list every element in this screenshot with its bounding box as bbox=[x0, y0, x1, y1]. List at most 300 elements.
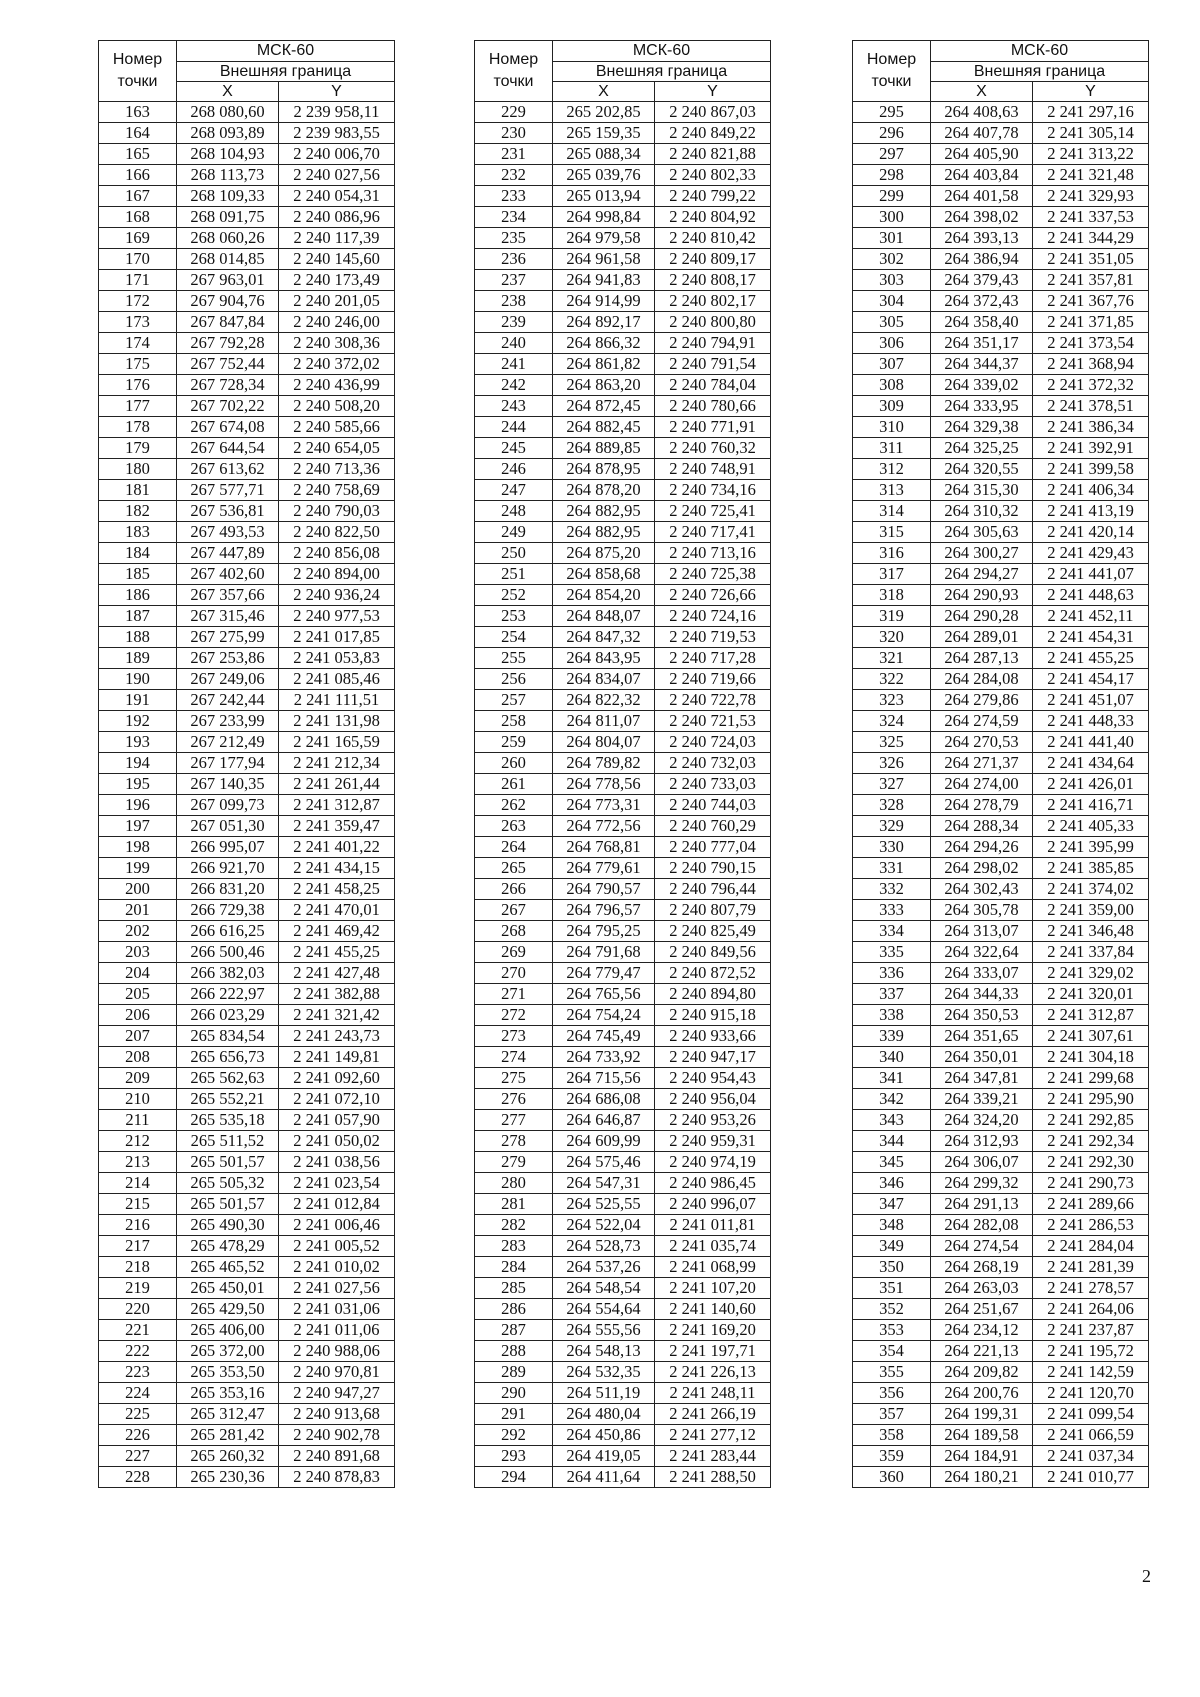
x-coordinate-cell: 264 407,78 bbox=[931, 123, 1033, 144]
point-number-cell: 252 bbox=[475, 585, 553, 606]
y-coordinate-cell: 2 241 085,46 bbox=[279, 669, 395, 690]
table-row bbox=[853, 837, 1149, 858]
y-coordinate-cell: 2 241 372,32 bbox=[1033, 375, 1149, 396]
point-number-cell: 295 bbox=[853, 102, 931, 123]
table-row bbox=[475, 1152, 771, 1173]
x-coordinate-cell: 264 848,07 bbox=[553, 606, 655, 627]
table-row bbox=[853, 417, 1149, 438]
table-row bbox=[99, 774, 395, 795]
table-row bbox=[853, 1467, 1149, 1488]
point-number-cell: 167 bbox=[99, 186, 177, 207]
table-row bbox=[853, 186, 1149, 207]
x-coordinate-cell: 265 429,50 bbox=[177, 1299, 279, 1320]
point-number-cell: 341 bbox=[853, 1068, 931, 1089]
x-coordinate-cell: 264 804,07 bbox=[553, 732, 655, 753]
x-coordinate-cell: 264 189,58 bbox=[931, 1425, 1033, 1446]
point-number-cell: 186 bbox=[99, 585, 177, 606]
table-row bbox=[99, 417, 395, 438]
point-number-cell: 172 bbox=[99, 291, 177, 312]
point-number-cell: 329 bbox=[853, 816, 931, 837]
x-coordinate-cell: 264 268,19 bbox=[931, 1257, 1033, 1278]
table-row bbox=[475, 963, 771, 984]
table-row bbox=[853, 1047, 1149, 1068]
point-number-cell: 273 bbox=[475, 1026, 553, 1047]
point-number-cell: 269 bbox=[475, 942, 553, 963]
table-row bbox=[853, 690, 1149, 711]
y-coordinate-cell: 2 240 790,15 bbox=[655, 858, 771, 879]
point-number-cell: 256 bbox=[475, 669, 553, 690]
table-row bbox=[475, 1026, 771, 1047]
point-number-cell: 205 bbox=[99, 984, 177, 1005]
table-body-3 bbox=[853, 102, 1149, 1488]
point-number-header bbox=[853, 41, 931, 102]
point-number-cell: 243 bbox=[475, 396, 553, 417]
y-coordinate-cell: 2 241 169,20 bbox=[655, 1320, 771, 1341]
point-number-cell: 197 bbox=[99, 816, 177, 837]
y-coordinate-cell: 2 240 986,45 bbox=[655, 1173, 771, 1194]
x-coordinate-cell: 266 921,70 bbox=[177, 858, 279, 879]
point-number-cell: 342 bbox=[853, 1089, 931, 1110]
point-number-cell: 261 bbox=[475, 774, 553, 795]
point-number-cell: 248 bbox=[475, 501, 553, 522]
x-coordinate-cell: 267 847,84 bbox=[177, 312, 279, 333]
y-coordinate-cell: 2 240 822,50 bbox=[279, 522, 395, 543]
point-number-cell: 198 bbox=[99, 837, 177, 858]
point-number-cell: 322 bbox=[853, 669, 931, 690]
x-coordinate-cell: 264 419,05 bbox=[553, 1446, 655, 1467]
table-row bbox=[99, 1005, 395, 1026]
x-coordinate-cell: 264 299,32 bbox=[931, 1173, 1033, 1194]
y-coordinate-cell: 2 240 760,29 bbox=[655, 816, 771, 837]
table-row bbox=[99, 858, 395, 879]
x-coordinate-cell: 264 305,78 bbox=[931, 900, 1033, 921]
y-coordinate-cell: 2 241 017,85 bbox=[279, 627, 395, 648]
table-row bbox=[475, 900, 771, 921]
x-coordinate-cell: 267 177,94 bbox=[177, 753, 279, 774]
point-number-cell: 343 bbox=[853, 1110, 931, 1131]
x-coordinate-cell: 264 854,20 bbox=[553, 585, 655, 606]
point-number-cell: 226 bbox=[99, 1425, 177, 1446]
point-number-header-line1: Номер bbox=[488, 51, 539, 68]
point-number-cell: 347 bbox=[853, 1194, 931, 1215]
point-number-cell: 318 bbox=[853, 585, 931, 606]
y-coordinate-cell: 2 241 299,68 bbox=[1033, 1068, 1149, 1089]
point-number-cell: 188 bbox=[99, 627, 177, 648]
table-row bbox=[475, 1236, 771, 1257]
x-coordinate-cell: 264 872,45 bbox=[553, 396, 655, 417]
y-coordinate-cell: 2 241 329,93 bbox=[1033, 186, 1149, 207]
page-number: 2 bbox=[1142, 1566, 1151, 1586]
x-coordinate-cell: 265 450,01 bbox=[177, 1278, 279, 1299]
table-row bbox=[99, 942, 395, 963]
y-coordinate-cell: 2 241 382,88 bbox=[279, 984, 395, 1005]
point-number-cell: 173 bbox=[99, 312, 177, 333]
x-coordinate-cell: 264 789,82 bbox=[553, 753, 655, 774]
table-row bbox=[99, 522, 395, 543]
x-coordinate-cell: 265 353,16 bbox=[177, 1383, 279, 1404]
x-coordinate-cell: 264 278,79 bbox=[931, 795, 1033, 816]
table-row bbox=[99, 480, 395, 501]
y-coordinate-cell: 2 240 372,02 bbox=[279, 354, 395, 375]
point-number-cell: 164 bbox=[99, 123, 177, 144]
table-row bbox=[99, 1278, 395, 1299]
point-number-cell: 171 bbox=[99, 270, 177, 291]
point-number-cell: 228 bbox=[99, 1467, 177, 1488]
point-number-cell: 185 bbox=[99, 564, 177, 585]
y-coordinate-cell: 2 241 038,56 bbox=[279, 1152, 395, 1173]
x-coordinate-cell: 268 060,26 bbox=[177, 228, 279, 249]
y-coordinate-cell: 2 241 359,47 bbox=[279, 816, 395, 837]
y-coordinate-cell: 2 241 441,07 bbox=[1033, 564, 1149, 585]
y-coordinate-cell: 2 240 825,49 bbox=[655, 921, 771, 942]
coordinate-system-header: МСК-60 bbox=[931, 41, 1149, 62]
y-coordinate-cell: 2 240 794,91 bbox=[655, 333, 771, 354]
y-coordinate-cell: 2 241 027,56 bbox=[279, 1278, 395, 1299]
point-number-cell: 282 bbox=[475, 1215, 553, 1236]
point-number-cell: 294 bbox=[475, 1467, 553, 1488]
x-coordinate-cell: 264 274,54 bbox=[931, 1236, 1033, 1257]
table-row bbox=[99, 1236, 395, 1257]
point-number-cell: 200 bbox=[99, 879, 177, 900]
point-number-cell: 310 bbox=[853, 417, 931, 438]
point-number-cell: 357 bbox=[853, 1404, 931, 1425]
x-coordinate-cell: 267 536,81 bbox=[177, 501, 279, 522]
point-number-cell: 276 bbox=[475, 1089, 553, 1110]
point-number-cell: 174 bbox=[99, 333, 177, 354]
y-coordinate-cell: 2 241 289,66 bbox=[1033, 1194, 1149, 1215]
x-coordinate-cell: 267 904,76 bbox=[177, 291, 279, 312]
table-row bbox=[99, 249, 395, 270]
x-coordinate-cell: 264 875,20 bbox=[553, 543, 655, 564]
x-coordinate-cell: 267 963,01 bbox=[177, 270, 279, 291]
table-row bbox=[99, 1089, 395, 1110]
y-coordinate-cell: 2 240 996,07 bbox=[655, 1194, 771, 1215]
x-coordinate-cell: 267 702,22 bbox=[177, 396, 279, 417]
y-coordinate-cell: 2 240 802,33 bbox=[655, 165, 771, 186]
point-number-cell: 289 bbox=[475, 1362, 553, 1383]
point-number-cell: 234 bbox=[475, 207, 553, 228]
point-number-cell: 274 bbox=[475, 1047, 553, 1068]
point-number-cell: 211 bbox=[99, 1110, 177, 1131]
table-row bbox=[475, 627, 771, 648]
point-number-cell: 333 bbox=[853, 900, 931, 921]
table-row bbox=[99, 144, 395, 165]
point-number-cell: 344 bbox=[853, 1131, 931, 1152]
y-coordinate-cell: 2 240 780,66 bbox=[655, 396, 771, 417]
y-coordinate-cell: 2 240 777,04 bbox=[655, 837, 771, 858]
x-coordinate-cell: 265 562,63 bbox=[177, 1068, 279, 1089]
y-coordinate-cell: 2 241 312,87 bbox=[279, 795, 395, 816]
point-number-cell: 260 bbox=[475, 753, 553, 774]
y-coordinate-cell: 2 241 226,13 bbox=[655, 1362, 771, 1383]
x-coordinate-cell: 264 547,31 bbox=[553, 1173, 655, 1194]
x-coordinate-cell: 264 263,03 bbox=[931, 1278, 1033, 1299]
y-coordinate-cell: 2 241 458,25 bbox=[279, 879, 395, 900]
point-number-cell: 238 bbox=[475, 291, 553, 312]
table-row bbox=[853, 459, 1149, 480]
point-number-cell: 303 bbox=[853, 270, 931, 291]
point-number-cell: 180 bbox=[99, 459, 177, 480]
point-number-cell: 189 bbox=[99, 648, 177, 669]
y-coordinate-cell: 2 241 386,34 bbox=[1033, 417, 1149, 438]
table-row bbox=[99, 669, 395, 690]
y-coordinate-cell: 2 241 281,39 bbox=[1033, 1257, 1149, 1278]
table-row bbox=[99, 459, 395, 480]
x-coordinate-cell: 265 535,18 bbox=[177, 1110, 279, 1131]
x-coordinate-cell: 264 609,99 bbox=[553, 1131, 655, 1152]
y-coordinate-cell: 2 240 807,79 bbox=[655, 900, 771, 921]
y-coordinate-cell: 2 241 295,90 bbox=[1033, 1089, 1149, 1110]
y-coordinate-cell: 2 241 320,01 bbox=[1033, 984, 1149, 1005]
table-row bbox=[475, 753, 771, 774]
point-number-cell: 247 bbox=[475, 480, 553, 501]
y-coordinate-cell: 2 241 142,59 bbox=[1033, 1362, 1149, 1383]
x-coordinate-cell: 264 329,38 bbox=[931, 417, 1033, 438]
point-number-cell: 300 bbox=[853, 207, 931, 228]
table-row bbox=[99, 753, 395, 774]
x-coordinate-cell: 264 532,35 bbox=[553, 1362, 655, 1383]
x-coordinate-cell: 264 882,95 bbox=[553, 501, 655, 522]
table-row bbox=[853, 1320, 1149, 1341]
point-number-header-line2: точки bbox=[871, 73, 912, 90]
table-row bbox=[853, 1236, 1149, 1257]
y-coordinate-cell: 2 241 307,61 bbox=[1033, 1026, 1149, 1047]
y-coordinate-cell: 2 241 165,59 bbox=[279, 732, 395, 753]
table-row bbox=[99, 270, 395, 291]
table-row bbox=[99, 795, 395, 816]
y-coordinate-cell: 2 240 027,56 bbox=[279, 165, 395, 186]
table-row bbox=[99, 1320, 395, 1341]
y-coordinate-cell: 2 241 373,54 bbox=[1033, 333, 1149, 354]
point-number-cell: 324 bbox=[853, 711, 931, 732]
point-number-cell: 237 bbox=[475, 270, 553, 291]
y-coordinate-cell: 2 241 454,17 bbox=[1033, 669, 1149, 690]
y-coordinate-cell: 2 240 719,53 bbox=[655, 627, 771, 648]
y-coordinate-cell: 2 241 037,34 bbox=[1033, 1446, 1149, 1467]
y-coordinate-cell: 2 241 448,33 bbox=[1033, 711, 1149, 732]
x-coordinate-cell: 264 863,20 bbox=[553, 375, 655, 396]
table-row bbox=[475, 1467, 771, 1488]
x-coordinate-cell: 264 811,07 bbox=[553, 711, 655, 732]
table-row bbox=[99, 186, 395, 207]
x-coordinate-cell: 267 249,06 bbox=[177, 669, 279, 690]
x-coordinate-cell: 266 023,29 bbox=[177, 1005, 279, 1026]
y-coordinate-cell: 2 240 732,03 bbox=[655, 753, 771, 774]
table-row bbox=[99, 1383, 395, 1404]
y-coordinate-cell: 2 241 371,85 bbox=[1033, 312, 1149, 333]
table-row bbox=[475, 291, 771, 312]
y-coordinate-cell: 2 240 891,68 bbox=[279, 1446, 395, 1467]
x-coordinate-cell: 264 302,43 bbox=[931, 879, 1033, 900]
y-coordinate-cell: 2 241 092,60 bbox=[279, 1068, 395, 1089]
point-number-cell: 194 bbox=[99, 753, 177, 774]
y-coordinate-cell: 2 240 054,31 bbox=[279, 186, 395, 207]
table-row bbox=[475, 690, 771, 711]
y-coordinate-cell: 2 240 913,68 bbox=[279, 1404, 395, 1425]
x-coordinate-cell: 268 104,93 bbox=[177, 144, 279, 165]
y-coordinate-cell: 2 240 867,03 bbox=[655, 102, 771, 123]
x-coordinate-cell: 264 305,63 bbox=[931, 522, 1033, 543]
point-number-cell: 231 bbox=[475, 144, 553, 165]
point-number-cell: 267 bbox=[475, 900, 553, 921]
x-coordinate-cell: 264 790,57 bbox=[553, 879, 655, 900]
y-coordinate-cell: 2 241 405,33 bbox=[1033, 816, 1149, 837]
x-coordinate-cell: 264 998,84 bbox=[553, 207, 655, 228]
y-coordinate-cell: 2 241 359,00 bbox=[1033, 900, 1149, 921]
x-coordinate-cell: 265 202,85 bbox=[553, 102, 655, 123]
point-number-cell: 233 bbox=[475, 186, 553, 207]
table-row bbox=[99, 1026, 395, 1047]
y-coordinate-cell: 2 240 902,78 bbox=[279, 1425, 395, 1446]
x-coordinate-cell: 268 113,73 bbox=[177, 165, 279, 186]
x-coordinate-cell: 264 768,81 bbox=[553, 837, 655, 858]
x-coordinate-cell: 264 575,46 bbox=[553, 1152, 655, 1173]
table-row bbox=[853, 669, 1149, 690]
table-row bbox=[99, 438, 395, 459]
table-row bbox=[853, 984, 1149, 1005]
y-coordinate-cell: 2 241 454,31 bbox=[1033, 627, 1149, 648]
point-number-cell: 293 bbox=[475, 1446, 553, 1467]
y-coordinate-cell: 2 240 725,41 bbox=[655, 501, 771, 522]
table-row bbox=[475, 774, 771, 795]
y-coordinate-cell: 2 241 395,99 bbox=[1033, 837, 1149, 858]
table-row bbox=[475, 333, 771, 354]
x-coordinate-cell: 264 843,95 bbox=[553, 648, 655, 669]
table-row bbox=[99, 1173, 395, 1194]
point-number-cell: 230 bbox=[475, 123, 553, 144]
table-row bbox=[475, 942, 771, 963]
y-coordinate-cell: 2 241 374,02 bbox=[1033, 879, 1149, 900]
table-row bbox=[99, 1362, 395, 1383]
point-number-cell: 212 bbox=[99, 1131, 177, 1152]
x-coordinate-cell: 264 339,21 bbox=[931, 1089, 1033, 1110]
point-number-header-line1: Номер bbox=[866, 51, 917, 68]
y-coordinate-cell: 2 240 959,31 bbox=[655, 1131, 771, 1152]
table-row bbox=[853, 1215, 1149, 1236]
y-coordinate-cell: 2 241 420,14 bbox=[1033, 522, 1149, 543]
y-coordinate-cell: 2 240 804,92 bbox=[655, 207, 771, 228]
y-coordinate-cell: 2 241 261,44 bbox=[279, 774, 395, 795]
y-coordinate-cell: 2 239 958,11 bbox=[279, 102, 395, 123]
y-coordinate-cell: 2 241 006,46 bbox=[279, 1215, 395, 1236]
y-coordinate-cell: 2 240 713,16 bbox=[655, 543, 771, 564]
table-row bbox=[475, 522, 771, 543]
x-coordinate-cell: 267 493,53 bbox=[177, 522, 279, 543]
table-row bbox=[475, 438, 771, 459]
x-coordinate-cell: 264 274,00 bbox=[931, 774, 1033, 795]
table-row bbox=[475, 1341, 771, 1362]
table-row bbox=[475, 921, 771, 942]
y-coordinate-cell: 2 240 894,00 bbox=[279, 564, 395, 585]
point-number-cell: 192 bbox=[99, 711, 177, 732]
x-coordinate-cell: 264 403,84 bbox=[931, 165, 1033, 186]
x-coordinate-cell: 264 184,91 bbox=[931, 1446, 1033, 1467]
x-coordinate-cell: 264 294,27 bbox=[931, 564, 1033, 585]
y-coordinate-cell: 2 240 809,17 bbox=[655, 249, 771, 270]
x-coordinate-cell: 267 402,60 bbox=[177, 564, 279, 585]
point-number-cell: 336 bbox=[853, 963, 931, 984]
table-row bbox=[475, 1299, 771, 1320]
y-coordinate-cell: 2 240 713,36 bbox=[279, 459, 395, 480]
y-coordinate-cell: 2 240 744,03 bbox=[655, 795, 771, 816]
table-row bbox=[99, 1341, 395, 1362]
table-row bbox=[853, 1425, 1149, 1446]
point-number-cell: 268 bbox=[475, 921, 553, 942]
x-coordinate-cell: 265 478,29 bbox=[177, 1236, 279, 1257]
point-number-cell: 280 bbox=[475, 1173, 553, 1194]
x-coordinate-cell: 264 411,64 bbox=[553, 1467, 655, 1488]
y-coordinate-cell: 2 240 006,70 bbox=[279, 144, 395, 165]
y-coordinate-cell: 2 241 368,94 bbox=[1033, 354, 1149, 375]
y-coordinate-cell: 2 240 771,91 bbox=[655, 417, 771, 438]
table-row bbox=[475, 1215, 771, 1236]
table-row bbox=[99, 1215, 395, 1236]
point-number-cell: 263 bbox=[475, 816, 553, 837]
y-coordinate-cell: 2 241 149,81 bbox=[279, 1047, 395, 1068]
x-coordinate-cell: 267 242,44 bbox=[177, 690, 279, 711]
coordinates-table-2 bbox=[474, 40, 771, 1488]
y-coordinate-cell: 2 241 427,48 bbox=[279, 963, 395, 984]
x-coordinate-cell: 265 834,54 bbox=[177, 1026, 279, 1047]
y-coordinate-cell: 2 241 099,54 bbox=[1033, 1404, 1149, 1425]
table-row bbox=[99, 1446, 395, 1467]
point-number-cell: 255 bbox=[475, 648, 553, 669]
point-number-cell: 264 bbox=[475, 837, 553, 858]
y-coordinate-cell: 2 241 012,84 bbox=[279, 1194, 395, 1215]
y-coordinate-cell: 2 241 451,07 bbox=[1033, 690, 1149, 711]
x-coordinate-cell: 264 882,45 bbox=[553, 417, 655, 438]
point-number-cell: 278 bbox=[475, 1131, 553, 1152]
point-number-cell: 195 bbox=[99, 774, 177, 795]
x-column-header: X bbox=[931, 82, 1033, 102]
y-coordinate-cell: 2 241 434,64 bbox=[1033, 753, 1149, 774]
table-row bbox=[853, 1005, 1149, 1026]
table-row bbox=[475, 837, 771, 858]
x-coordinate-cell: 264 733,92 bbox=[553, 1047, 655, 1068]
x-coordinate-cell: 264 279,86 bbox=[931, 690, 1033, 711]
y-coordinate-cell: 2 241 312,87 bbox=[1033, 1005, 1149, 1026]
y-coordinate-cell: 2 240 933,66 bbox=[655, 1026, 771, 1047]
table-row bbox=[99, 921, 395, 942]
table-row bbox=[475, 123, 771, 144]
point-number-cell: 358 bbox=[853, 1425, 931, 1446]
y-coordinate-cell: 2 240 784,04 bbox=[655, 375, 771, 396]
point-number-cell: 279 bbox=[475, 1152, 553, 1173]
point-number-cell: 166 bbox=[99, 165, 177, 186]
y-coordinate-cell: 2 240 725,38 bbox=[655, 564, 771, 585]
point-number-cell: 241 bbox=[475, 354, 553, 375]
point-number-cell: 292 bbox=[475, 1425, 553, 1446]
x-coordinate-cell: 264 372,43 bbox=[931, 291, 1033, 312]
y-coordinate-cell: 2 240 791,54 bbox=[655, 354, 771, 375]
y-coordinate-cell: 2 241 305,14 bbox=[1033, 123, 1149, 144]
point-number-cell: 246 bbox=[475, 459, 553, 480]
table-row bbox=[475, 459, 771, 480]
point-number-cell: 299 bbox=[853, 186, 931, 207]
point-number-cell: 287 bbox=[475, 1320, 553, 1341]
x-coordinate-cell: 264 339,02 bbox=[931, 375, 1033, 396]
x-coordinate-cell: 264 405,90 bbox=[931, 144, 1033, 165]
table-row bbox=[853, 522, 1149, 543]
x-coordinate-cell: 264 290,93 bbox=[931, 585, 1033, 606]
x-coordinate-cell: 265 260,32 bbox=[177, 1446, 279, 1467]
y-coordinate-cell: 2 241 337,84 bbox=[1033, 942, 1149, 963]
table-row bbox=[853, 375, 1149, 396]
point-number-cell: 350 bbox=[853, 1257, 931, 1278]
x-coordinate-cell: 267 212,49 bbox=[177, 732, 279, 753]
y-coordinate-cell: 2 240 733,03 bbox=[655, 774, 771, 795]
y-coordinate-cell: 2 241 429,43 bbox=[1033, 543, 1149, 564]
